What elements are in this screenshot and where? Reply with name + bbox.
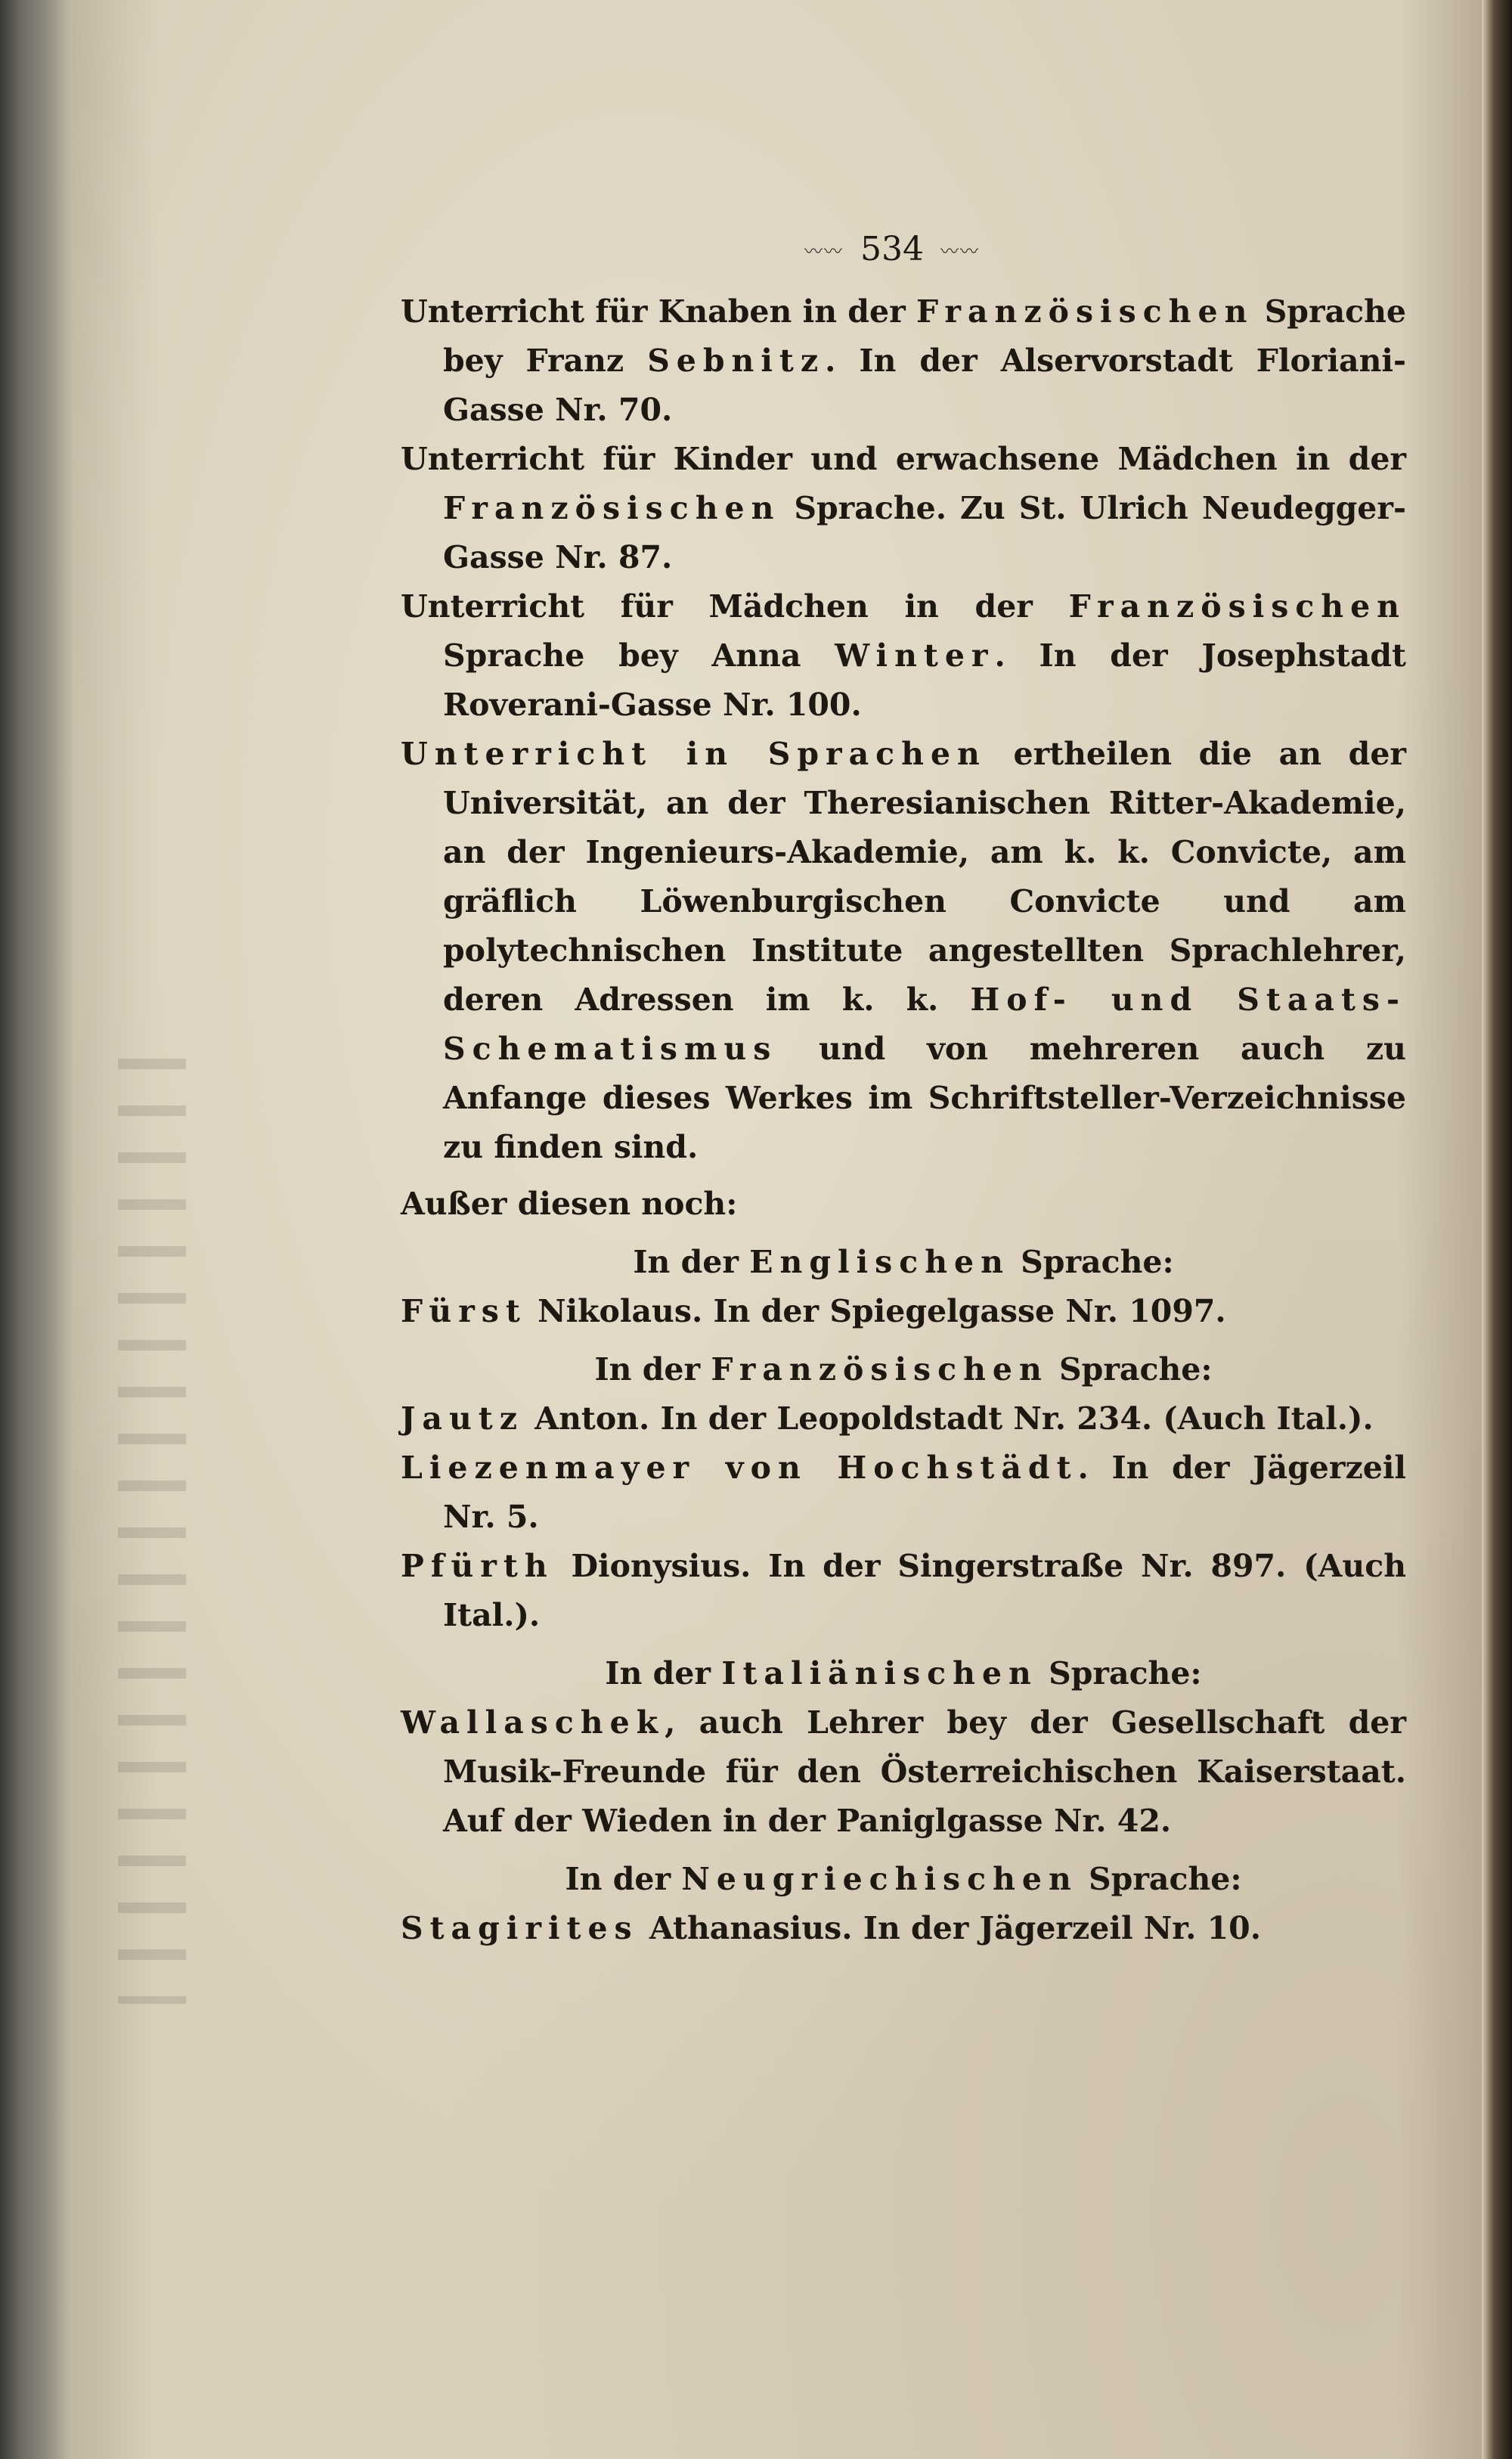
page-text-block: [401, 227, 1406, 1953]
page-number: 534: [860, 230, 924, 268]
heading-language: Englischen: [749, 1244, 1010, 1280]
heading-post: Sprache:: [1077, 1861, 1242, 1897]
page-header: [378, 227, 1406, 287]
header-ornament-left: 〰〰: [804, 240, 844, 262]
teacher-details: Athanasius. In der Jägerzeil Nr. 10.: [638, 1910, 1261, 1946]
teacher-name: Jautz: [401, 1400, 524, 1437]
heading-post: Sprache:: [1009, 1244, 1174, 1280]
teacher-entry: [401, 1542, 1406, 1640]
entry-4: [401, 730, 1406, 1172]
transition-line: Außer diesen noch:: [401, 1186, 738, 1222]
entry-spaced: Französischen: [443, 490, 781, 526]
entry-lead: Unterricht für Kinder und erwachsene Mädchen in der: [401, 441, 1406, 477]
entry-rest: . In der Josephstadt Roverani-Gasse Nr. 100.: [443, 637, 1406, 723]
bleed-through-text: [118, 1059, 186, 2004]
entry-name: Winter: [835, 637, 995, 674]
entry-spaced: Unterricht in Sprachen: [401, 736, 987, 772]
heading-pre: In der: [633, 1244, 750, 1280]
teacher-details: Anton. In der Leopoldstadt Nr. 234. (Auch Ital.).: [524, 1400, 1374, 1437]
heading-language: Französischen: [711, 1351, 1049, 1388]
entry-tail: ertheilen die an der Universität, an der Theresianischen Ritter-Akademie, an der Ingenieurs-Akademie, am k. k. Convicte, am gräflich Löwenburgischen Convicte und am polytechnischen Institute angestellten Sprachlehrer, deren Adressen im k. k.: [443, 736, 1406, 1018]
entry-spaced: Französischen: [916, 293, 1254, 330]
heading-pre: In der: [594, 1351, 711, 1388]
book-left-edge: [0, 0, 83, 2459]
entry-tail: Sprache. Zu St. Ulrich Neudegger-Gasse Nr. 87.: [443, 490, 1406, 575]
heading-language: Neugriechischen: [681, 1861, 1078, 1897]
entry-name: Hof- und Staats-Schematismus: [443, 981, 1406, 1067]
teacher-entry: [401, 1443, 1406, 1542]
section-heading-italian: [401, 1649, 1406, 1698]
teacher-entry: [401, 1394, 1406, 1443]
teacher-name: Fürst: [401, 1293, 527, 1329]
entry-rest: . In der Alservorstadt Floriani-Gasse Nr. 70.: [443, 343, 1406, 428]
section-heading-english: [401, 1238, 1406, 1287]
entry-name: Sebnitz: [647, 343, 826, 379]
heading-pre: In der: [565, 1861, 682, 1897]
teacher-name: Wallaschek: [401, 1704, 665, 1741]
section-heading-greek: [401, 1855, 1406, 1904]
entry-1: [401, 287, 1406, 435]
teacher-entry: [401, 1287, 1406, 1336]
entry-2: [401, 435, 1406, 582]
teacher-name: Liezenmayer von Hochstädt: [401, 1450, 1078, 1486]
teacher-name: Stagirites: [401, 1910, 639, 1946]
section-heading-french: [401, 1345, 1406, 1394]
entry-lead: Unterricht für Knaben in der: [401, 293, 916, 330]
entry-spaced: Französischen: [1068, 588, 1406, 625]
teacher-details: . In der Jägerzeil Nr. 5.: [443, 1450, 1407, 1535]
teacher-details: Dionysius. In der Singerstraße Nr. 897. (Auch Ital.).: [443, 1548, 1406, 1633]
heading-post: Sprache:: [1037, 1655, 1202, 1692]
entry-tail: Sprache bey Anna: [443, 637, 835, 674]
heading-language: Italiänischen: [721, 1655, 1038, 1692]
entry-lead: Unterricht für Mädchen in der: [401, 588, 1069, 625]
entry-tail: Sprache bey Franz: [443, 293, 1407, 379]
heading-pre: In der: [605, 1655, 722, 1692]
teacher-name: Pfürth: [401, 1548, 554, 1584]
teacher-details: Nikolaus. In der Spiegelgasse Nr. 1097.: [526, 1293, 1226, 1329]
book-right-edge: [1482, 0, 1512, 2459]
entry-3: [401, 582, 1406, 730]
entry-rest: und von mehreren auch zu Anfange dieses Werkes im Schriftsteller-Verzeichnisse zu finden sind.: [443, 1031, 1406, 1165]
teacher-entry: [401, 1698, 1406, 1846]
teacher-entry: [401, 1904, 1406, 1953]
heading-post: Sprache:: [1048, 1351, 1213, 1388]
teacher-details: , auch Lehrer bey der Gesellschaft der Musik-Freunde für den Österreichischen Kaiserstaat. Auf der Wieden in der Paniglgasse Nr. 42.: [443, 1704, 1406, 1839]
header-ornament-right: 〰〰: [940, 240, 980, 262]
